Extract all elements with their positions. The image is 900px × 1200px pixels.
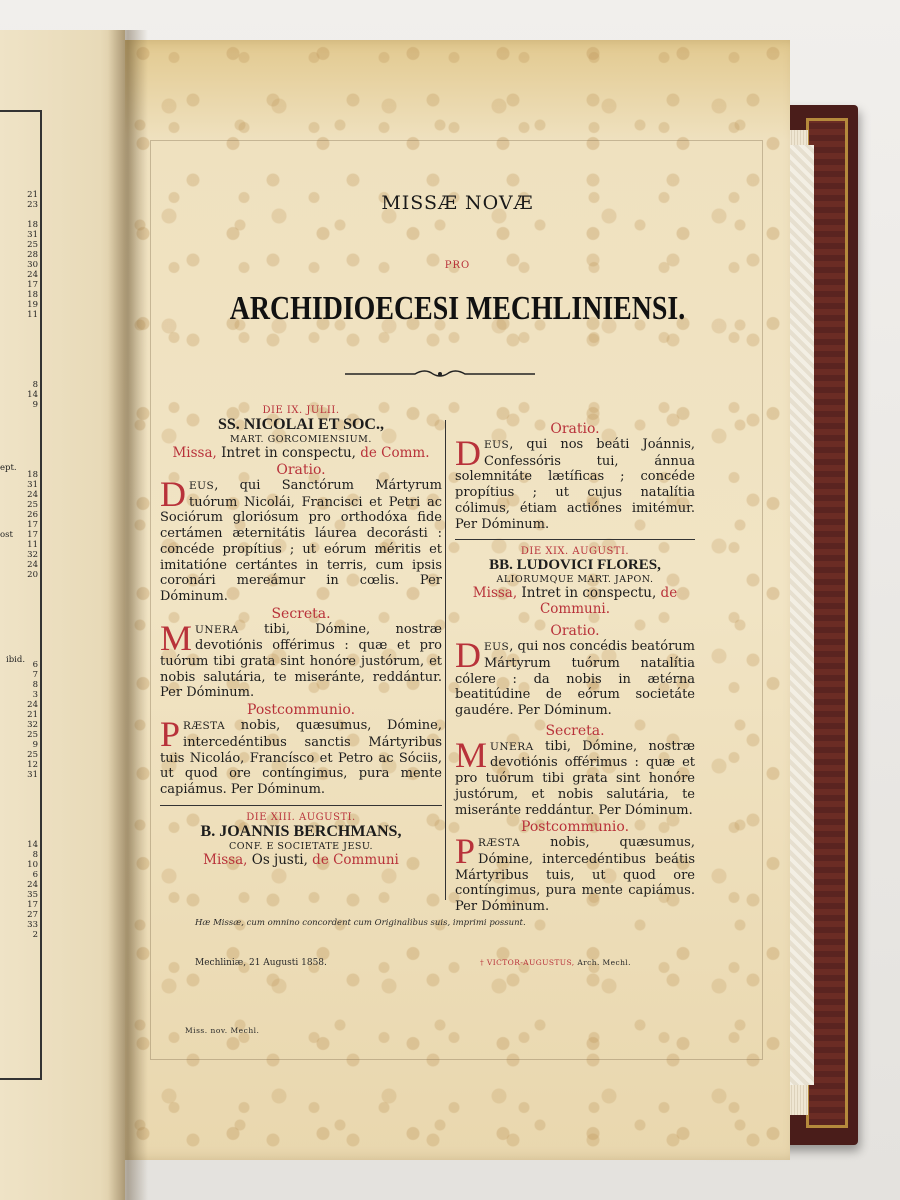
drop-cap: D bbox=[160, 474, 186, 514]
signature-mark: Miss. nov. Mechl. bbox=[185, 1026, 260, 1035]
imprimatur-note: Hæ Missæ, cum omnino concordent cum Originalibus suis, imprimi possunt. bbox=[195, 918, 526, 928]
margin-number: 24 bbox=[27, 700, 38, 710]
left-page-rule bbox=[40, 110, 42, 1080]
missa-label: Missa, bbox=[472, 585, 518, 602]
left-margin-numbers bbox=[0, 190, 38, 940]
margin-number: 30 bbox=[27, 260, 38, 270]
section-rule bbox=[455, 539, 695, 540]
oratio-body: , qui Sanctórum Mártyrum tuórum Nicolái, Francisci et Petri ac Sociórum gloriósum pro orthodóxa fide certámen æternitátis láurea decorásti : concéde propítius ; ut eórum méritis et imitatióne certántes in terris, cum ipsis coronári mereámur in cœlis. Per Dóminum. bbox=[160, 478, 442, 604]
margin-number: 27 bbox=[27, 910, 38, 920]
oratio-heading: Oratio. bbox=[550, 623, 600, 640]
secreta-heading: Secreta. bbox=[271, 605, 331, 622]
margin-number bbox=[0, 210, 38, 220]
drop-cap: D bbox=[455, 635, 481, 676]
margin-number bbox=[0, 610, 38, 620]
margin-number bbox=[0, 580, 38, 590]
postcommunio-body: nobis, quæsumus, Dómine, intercedéntibus sanctis Mártyribus tuis Nicoláo, Francísco et Petro ac Sóciis, ut quod ore contíngimus, pura mente capiámus. Per Dóminum. bbox=[160, 718, 442, 797]
margin-number: 31 bbox=[27, 230, 38, 240]
margin-number: 20 bbox=[27, 570, 38, 580]
oratio-text bbox=[160, 474, 442, 605]
margin-number: 14 bbox=[27, 390, 38, 400]
right-column bbox=[455, 420, 695, 915]
small-caps: UNERA bbox=[195, 623, 239, 636]
signature-title: Arch. Mechl. bbox=[574, 958, 631, 967]
feast-saint: BB. LUDOVICI FLORES, bbox=[489, 557, 661, 574]
margin-number: 9 bbox=[32, 740, 38, 750]
margin-number: 25 bbox=[27, 240, 38, 250]
missa-label: Missa, bbox=[203, 851, 248, 868]
small-caps: EUS bbox=[189, 480, 215, 492]
margin-number: 31 bbox=[27, 480, 38, 490]
margin-number bbox=[0, 330, 38, 340]
margin-number bbox=[0, 800, 38, 810]
margin-number: 8 bbox=[32, 850, 38, 860]
small-caps: UNERA bbox=[490, 740, 534, 753]
margin-number bbox=[0, 420, 38, 430]
drop-cap: P bbox=[455, 831, 476, 872]
left-margin-label-ost: ost bbox=[0, 530, 13, 540]
margin-number bbox=[0, 600, 38, 610]
feast-subtitle: ALIORUMQUE MART. JAPON. bbox=[496, 574, 654, 586]
postcommunio-body: nobis, quæsumus, Dómine, intercedéntibus beátis Mártyribus tuis, ut quod ore contíngimus, pura mente capiámus. Per Dóminum. bbox=[455, 835, 695, 915]
margin-number: 33 bbox=[27, 920, 38, 930]
margin-number: 23 bbox=[27, 200, 38, 210]
signature-name: † VICTOR-AUGUSTUS, bbox=[480, 958, 575, 967]
margin-number: 19 bbox=[27, 300, 38, 310]
drop-cap: D bbox=[455, 433, 481, 473]
title-missae-novae: MISSÆ NOVÆ bbox=[381, 192, 534, 214]
margin-number: 17 bbox=[27, 520, 38, 530]
missa-line bbox=[160, 445, 442, 461]
drop-cap: M bbox=[160, 617, 193, 658]
feast-saint: SS. NICOLAI ET SOC., bbox=[218, 416, 384, 433]
feast-subtitle: MART. GORCOMIENSIUM. bbox=[230, 434, 372, 445]
left-margin-label-ibid: ibid. bbox=[6, 655, 26, 665]
postcommunio-text bbox=[160, 714, 442, 798]
margin-number: 32 bbox=[27, 720, 38, 730]
left-margin-label-ept: ept. bbox=[0, 463, 17, 473]
title-pro: PRO bbox=[444, 260, 471, 271]
margin-number: 25 bbox=[27, 750, 38, 760]
margin-number: 24 bbox=[27, 560, 38, 570]
margin-number: 14 bbox=[27, 840, 38, 850]
margin-number bbox=[0, 430, 38, 440]
missa-common: de Communi. bbox=[539, 585, 678, 618]
margin-number bbox=[0, 320, 38, 330]
signature bbox=[480, 958, 631, 967]
place-date: Mechliniæ, 21 Augusti 1858. bbox=[195, 958, 327, 968]
margin-number: 24 bbox=[27, 270, 38, 280]
margin-number: 11 bbox=[27, 310, 38, 320]
margin-number: 17 bbox=[27, 530, 38, 540]
column-divider bbox=[445, 420, 446, 900]
margin-number bbox=[0, 590, 38, 600]
drop-cap: M bbox=[455, 734, 488, 775]
secreta-body: tibi, Dómine, nostræ devotiónis offérimus : quæ et pro tuórum tibi grata sint honóre justórum, et nobis salutária, te miseránte reddántur. Per Dóminum. bbox=[455, 738, 695, 818]
missa-introit: Intret in conspectu, bbox=[517, 585, 657, 602]
small-caps: EUS bbox=[484, 641, 510, 654]
feast-subtitle: CONF. E SOCIETATE JESU. bbox=[228, 840, 374, 852]
margin-number: 17 bbox=[27, 280, 38, 290]
margin-number: 24 bbox=[27, 490, 38, 500]
missa-label: Missa, bbox=[172, 445, 217, 461]
margin-number bbox=[0, 830, 38, 840]
oratio-heading: Oratio. bbox=[550, 421, 600, 437]
margin-number: 10 bbox=[27, 860, 38, 870]
small-caps: RÆSTA bbox=[183, 720, 226, 733]
margin-number: 11 bbox=[27, 540, 38, 550]
feast-date: DIE IX. JULII. bbox=[262, 405, 340, 416]
small-caps: EUS bbox=[484, 439, 510, 451]
margin-number bbox=[0, 790, 38, 800]
margin-number: 12 bbox=[27, 760, 38, 770]
margin-number: 32 bbox=[27, 550, 38, 560]
margin-number bbox=[0, 360, 38, 370]
feast-date: DIE XIII. AUGUSTI. bbox=[246, 811, 356, 823]
postcommunio-heading: Postcommunio. bbox=[246, 702, 356, 719]
missa-line bbox=[160, 852, 442, 868]
margin-number bbox=[0, 410, 38, 420]
margin-number: 18 bbox=[27, 470, 38, 480]
missa-common: de Comm. bbox=[355, 445, 430, 461]
postcommunio-heading: Postcommunio. bbox=[520, 819, 630, 836]
margin-number: 26 bbox=[27, 510, 38, 520]
oratio-body: , qui nos concédis beatórum Mártyrum tuórum natalítia cólere : da nobis in ætérna beatitúdine de eórum societáte gaudére. Per Dóminum. bbox=[455, 639, 695, 719]
margin-number: 35 bbox=[27, 890, 38, 900]
oratio-text bbox=[455, 635, 695, 719]
section-rule bbox=[160, 805, 442, 806]
margin-number: 18 bbox=[27, 290, 38, 300]
missa-line bbox=[455, 585, 695, 617]
left-column bbox=[160, 405, 442, 868]
silk-endpaper bbox=[788, 145, 814, 1085]
margin-number: 7 bbox=[32, 670, 38, 680]
margin-number bbox=[0, 780, 38, 790]
small-caps: RÆSTA bbox=[478, 837, 521, 850]
secreta-body: tibi, Dómine, nostræ devotiónis offérimus : quæ et pro tuórum tibi grata sint honóre justórum, et nobis salutária, te miseránte, reddántur. Per Dóminum. bbox=[160, 621, 442, 701]
drop-cap: P bbox=[160, 714, 181, 755]
margin-number bbox=[0, 640, 38, 650]
margin-number: 25 bbox=[27, 500, 38, 510]
secreta-text bbox=[455, 734, 695, 819]
margin-number bbox=[0, 370, 38, 380]
secreta-heading: Secreta. bbox=[545, 722, 605, 739]
margin-number: 2 bbox=[32, 930, 38, 940]
missa-introit: Os justi, bbox=[247, 851, 308, 868]
margin-number bbox=[0, 450, 38, 460]
feast-date: DIE XIX. AUGUSTI. bbox=[520, 546, 630, 558]
oratio-heading: Oratio. bbox=[276, 462, 326, 478]
margin-number: 28 bbox=[27, 250, 38, 260]
margin-number: 21 bbox=[27, 190, 38, 200]
margin-number: 6 bbox=[32, 870, 38, 880]
margin-number: 31 bbox=[27, 770, 38, 780]
margin-number: 6 bbox=[32, 660, 38, 670]
margin-number: 8 bbox=[32, 680, 38, 690]
ornament-rule-icon bbox=[345, 366, 535, 380]
title-archidioecesi: ARCHIDIOECESI MECHLINIENSI. bbox=[229, 290, 686, 327]
margin-number bbox=[0, 820, 38, 830]
margin-number: 17 bbox=[27, 900, 38, 910]
margin-number: 18 bbox=[27, 220, 38, 230]
missa-introit: Intret in conspectu, bbox=[216, 445, 356, 461]
oratio-text bbox=[455, 433, 695, 532]
margin-number bbox=[0, 440, 38, 450]
margin-number bbox=[0, 630, 38, 640]
missa-common: de Communi bbox=[307, 851, 399, 868]
margin-number: 8 bbox=[32, 380, 38, 390]
margin-number: 25 bbox=[27, 730, 38, 740]
margin-number: 9 bbox=[32, 400, 38, 410]
margin-number bbox=[0, 340, 38, 350]
feast-saint: B. JOANNIS BERCHMANS, bbox=[200, 822, 402, 840]
margin-number bbox=[0, 350, 38, 360]
margin-number: 3 bbox=[32, 690, 38, 700]
margin-number bbox=[0, 620, 38, 630]
margin-number: 21 bbox=[27, 710, 38, 720]
postcommunio-text bbox=[455, 831, 695, 915]
margin-number: 24 bbox=[27, 880, 38, 890]
secreta-text bbox=[160, 617, 442, 702]
margin-number bbox=[0, 810, 38, 820]
oratio-body: , qui nos beáti Joánnis, Confessóris tui, ánnua solemnitáte lætíficas ; concéde propítius ; ut cujus natalítia cólimus, étiam actiónes imitémur. Per Dóminum. bbox=[455, 437, 695, 532]
